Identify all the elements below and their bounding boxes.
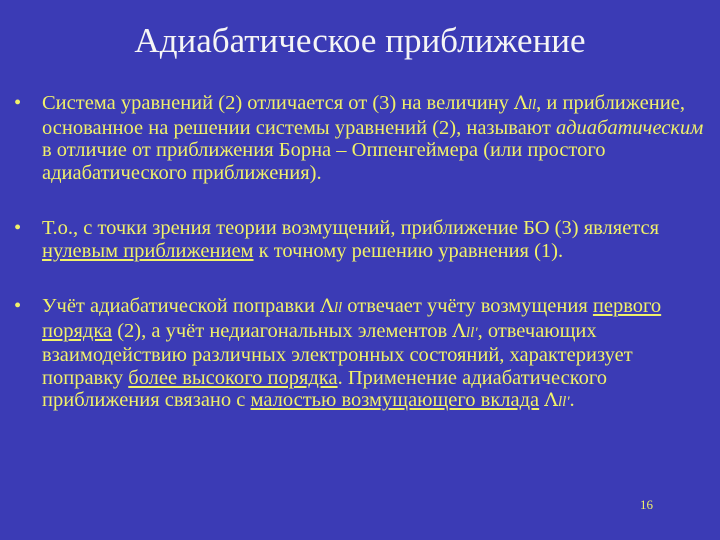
lambda-symbol: Λ [544,389,558,411]
bullet-list [14,92,704,447]
slide-title: Адиабатическое приближение [134,21,586,60]
text-run: . Применение адиабатического приближения связано с [42,366,608,411]
text-run: в отличие от приближения Борна – Оппенгеймера (или простого адиабатического приближения). [42,139,606,184]
text-run: к точному решению уравнения (1). [253,239,564,262]
bullet-marker: • [14,295,22,317]
text-run: Система уравнений (2) отличается от (3) на величину [42,92,515,114]
text-run: отвечает учёту возмущения [342,295,593,317]
text-run: , и приближение, основанное на решении системы уравнений (2), называют [42,92,685,139]
bullet-item-3 [14,295,704,414]
text-run: . [569,389,575,411]
lambda-subscript: ll [333,300,343,316]
bullet-item-2 [14,217,704,262]
text-run: (2), а учёт недиагональных элементов [112,319,453,342]
lambda-symbol: Λ [452,319,467,342]
lambda-subscript: ll' [558,394,570,410]
lambda-subscript: ll [527,97,537,113]
underlined-term: более высокого порядка [128,366,338,389]
lambda-subscript: ll' [466,324,478,341]
page-number: 16 [640,497,653,512]
text-run: , отвечающих взаимодействию различных электронных состояний, характеризует поправку [42,319,633,389]
text-run: Учёт адиабатической поправки [42,295,321,317]
text-run: Т.о., с точки зрения теории возмущений, приближение БО (3) является [42,217,660,239]
lambda-symbol: Λ [514,92,528,114]
lambda-symbol: Λ [320,295,334,317]
bullet-marker: • [14,217,22,239]
bullet-marker: • [14,92,22,114]
underlined-term: нулевым приближением [42,239,254,262]
underlined-term: первого порядка [42,295,662,342]
italic-term: адиабатическим [555,116,704,139]
bullet-item-1 [14,92,704,184]
underlined-term: малостью возмущающего вклада [250,389,540,411]
